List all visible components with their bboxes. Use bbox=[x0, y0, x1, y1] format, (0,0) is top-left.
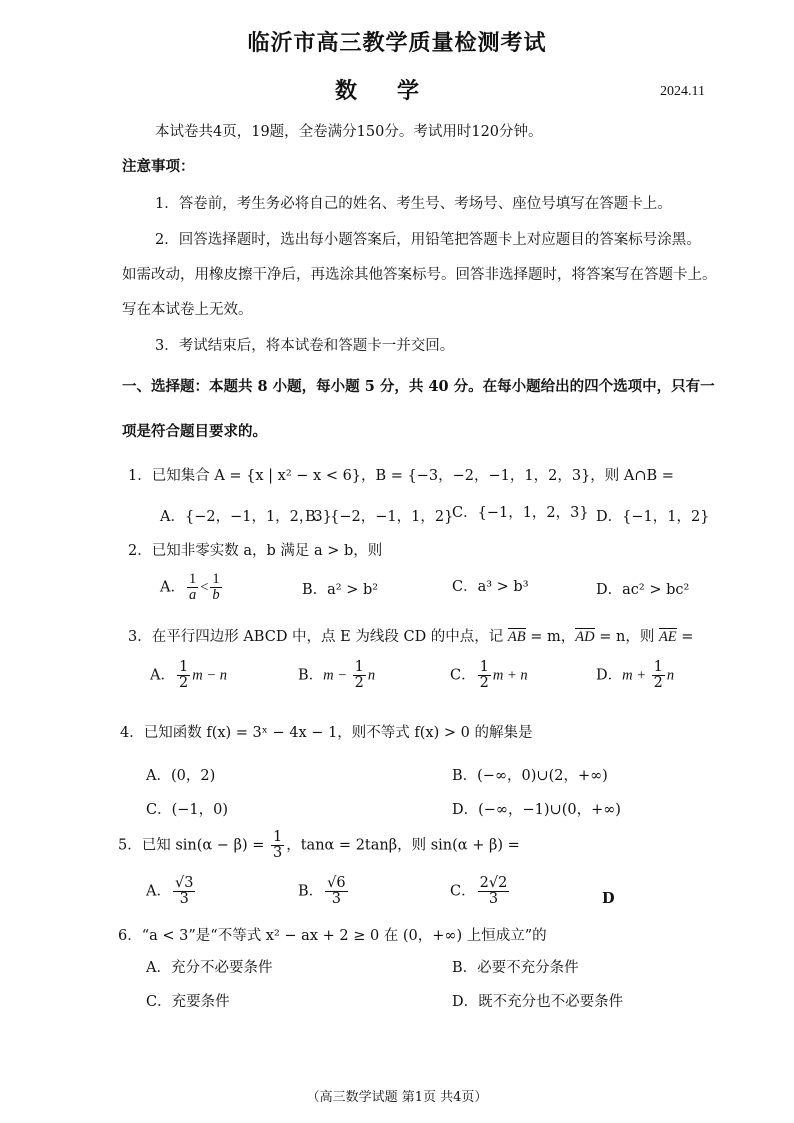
fraction bbox=[652, 660, 665, 691]
vector-ad: AD bbox=[575, 629, 595, 645]
denominator: 2 bbox=[653, 675, 663, 692]
question-1-option-d: D．{−1，1，2} bbox=[596, 509, 710, 525]
page-footer: （高三数学试题 第1页 共4页） bbox=[306, 1090, 488, 1105]
vector-ae: AE bbox=[658, 629, 677, 645]
expression: m + n bbox=[492, 667, 528, 684]
stem-text: 5．已知 sin(α − β) = bbox=[118, 837, 269, 854]
exam-intro: 本试卷共4页，19题，全卷满分150分。考试用时120分钟。 bbox=[155, 124, 543, 140]
stem-text: = bbox=[676, 629, 694, 645]
question-4-option-a: A．(0，2) bbox=[146, 768, 216, 784]
fraction bbox=[353, 660, 366, 691]
question-1-option-b: B．{−2，−1，1，2} bbox=[305, 509, 454, 525]
numerator: 1 bbox=[178, 659, 189, 675]
denominator: 3 bbox=[272, 845, 283, 862]
fraction bbox=[177, 660, 190, 691]
numerator: 1 bbox=[354, 659, 364, 675]
denominator: 2 bbox=[354, 675, 364, 692]
question-1-option-c: C．{−1，1，2，3} bbox=[452, 505, 589, 521]
question-2-option-d: D．ac² > bc² bbox=[596, 582, 690, 598]
option-label: A． bbox=[160, 579, 185, 596]
stem-text: ，tanα = 2tanβ，则 sin(α + β) = bbox=[286, 837, 520, 854]
notice-heading: 注意事项： bbox=[122, 158, 195, 175]
option-label: B． bbox=[298, 667, 324, 684]
stem-text: 3．在平行四边形 ABCD 中，点 E 为线段 CD 的中点，记 bbox=[128, 629, 508, 645]
notice-item-3: 3．考试结束后，将本试卷和答题卡一并交回。 bbox=[155, 338, 455, 354]
question-2-option-c: C．a³ > b³ bbox=[452, 579, 529, 595]
question-5-option-c bbox=[450, 876, 511, 907]
denominator: 2 bbox=[479, 675, 489, 692]
question-6-stem: 6．“a < 3”是“不等式 x² − ax + 2 ≥ 0 在 (0，+∞) 上恒成立”的 bbox=[118, 928, 547, 944]
question-5-stem bbox=[118, 830, 520, 861]
question-6-option-c: C．充要条件 bbox=[146, 994, 230, 1010]
notice-item-1: 1．答卷前，考生务必将自己的姓名、考生号、考场号、座位号填写在答题卡上。 bbox=[155, 196, 672, 212]
denominator: 3 bbox=[179, 891, 189, 908]
stem-text: = m， bbox=[525, 629, 576, 645]
option-label: B． bbox=[298, 883, 324, 900]
expression: m + bbox=[622, 667, 650, 684]
question-6-option-a: A．充分不必要条件 bbox=[146, 960, 273, 976]
question-3-option-a bbox=[150, 660, 227, 691]
expression: n bbox=[367, 667, 376, 684]
exam-title: 临沂市高三教学质量检测考试 bbox=[247, 30, 547, 56]
option-label: A． bbox=[150, 667, 175, 684]
question-5-option-b bbox=[298, 876, 350, 907]
question-1-option-a: A．{−2，−1，1，2，3} bbox=[160, 509, 332, 525]
numerator: 1 bbox=[188, 571, 197, 587]
option-label: C． bbox=[450, 883, 476, 900]
question-2-option-a bbox=[160, 572, 224, 603]
question-3-option-d bbox=[596, 660, 674, 691]
section-one-heading-line-2: 项是符合题目要求的。 bbox=[122, 423, 267, 440]
numerator: 1 bbox=[479, 659, 489, 675]
question-4-stem: 4．已知函数 f(x) = 3ˣ − 4x − 1，则不等式 f(x) > 0 的解集是 bbox=[120, 725, 533, 741]
relation: < bbox=[200, 579, 209, 596]
expression: n bbox=[666, 667, 675, 684]
numerator: 2√2 bbox=[479, 875, 508, 891]
option-label: A． bbox=[146, 883, 171, 900]
question-3-option-c bbox=[450, 660, 528, 691]
fraction bbox=[173, 876, 195, 907]
question-4-option-b: B．(−∞，0)∪(2，+∞) bbox=[452, 768, 608, 784]
fraction bbox=[325, 876, 347, 907]
subject-title: 数学 bbox=[334, 78, 459, 104]
denominator: 3 bbox=[488, 891, 499, 908]
question-6-option-b: B．必要不充分条件 bbox=[452, 960, 579, 976]
option-label: C． bbox=[450, 667, 476, 684]
numerator: √3 bbox=[174, 875, 194, 891]
option-label: D． bbox=[596, 667, 623, 684]
question-1-stem: 1．已知集合 A = {x | x² − x < 6}，B = {−3，−2，−1，1，2，3}，则 A∩B = bbox=[128, 468, 674, 484]
numerator: √6 bbox=[327, 875, 346, 891]
fraction bbox=[210, 572, 221, 603]
question-4-option-d: D．(−∞，−1)∪(0，+∞) bbox=[452, 802, 621, 818]
fraction bbox=[271, 830, 284, 861]
denominator: 3 bbox=[331, 891, 341, 908]
question-2-stem: 2．已知非零实数 a，b 满足 a > b，则 bbox=[128, 543, 383, 559]
expression: m − bbox=[323, 667, 351, 684]
fraction bbox=[187, 572, 198, 603]
section-one-heading-line-1: 一、选择题：本题共 8 小题，每小题 5 分，共 40 分。在每小题给出的四个选项中，只有一 bbox=[122, 378, 715, 395]
expression: m − n bbox=[192, 667, 227, 684]
question-6-option-d: D．既不充分也不必要条件 bbox=[452, 994, 624, 1010]
question-5-option-a bbox=[146, 876, 197, 907]
numerator: 1 bbox=[272, 829, 283, 845]
notice-item-2-line-3: 写在本试卷上无效。 bbox=[122, 302, 253, 318]
question-4-option-c: C．(−1，0) bbox=[146, 802, 229, 818]
denominator: b bbox=[212, 587, 220, 604]
numerator: 1 bbox=[653, 659, 663, 675]
question-3-stem bbox=[128, 625, 693, 646]
question-2-option-b: B．a² > b² bbox=[302, 582, 379, 598]
vector-ab: AB bbox=[507, 629, 526, 645]
fraction bbox=[478, 660, 491, 691]
notice-item-2-line-1: 2．回答选择题时，选出每小题答案后，用铅笔把答题卡上对应题目的答案标号涂黑。 bbox=[155, 232, 701, 248]
denominator: 2 bbox=[178, 675, 189, 692]
question-5-option-d: D bbox=[602, 890, 615, 907]
exam-date: 2024.11 bbox=[660, 84, 705, 99]
stem-text: = n，则 bbox=[594, 629, 659, 645]
numerator: 1 bbox=[212, 571, 220, 587]
fraction bbox=[478, 876, 510, 907]
denominator: a bbox=[188, 587, 197, 604]
question-3-option-b bbox=[298, 660, 375, 691]
notice-item-2-line-2: 如需改动，用橡皮擦干净后，再选涂其他答案标号。回答非选择题时，将答案写在答题卡上。 bbox=[122, 267, 717, 283]
